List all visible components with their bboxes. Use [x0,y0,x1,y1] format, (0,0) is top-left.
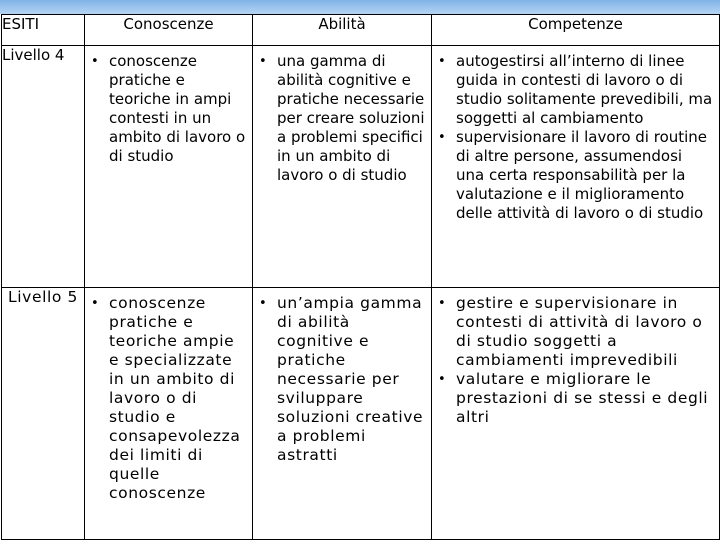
bullet-icon: • [259,296,268,311]
level-label: Livello 4 [2,46,85,288]
table-row-livello-5 [2,288,720,540]
list-item: • un’ampia gamma di abilità cognitive e pratiche necessarie per sviluppare soluzioni creative a problemi astratti [259,294,424,464]
bullet-icon: • [259,54,267,69]
table-row-livello-4 [2,46,720,288]
bullet-icon: • [438,54,446,69]
bullet-icon: • [438,296,447,311]
eqf-levels-table [1,14,720,540]
bullet-icon: • [91,54,99,69]
abilita-cell [253,46,432,288]
conoscenze-cell [85,46,253,288]
list-item: • una gamma di abilità cognitive e pratiche necessarie per creare soluzioni a problemi specifici in un ambito di lavoro o di studio [259,52,425,184]
list-item: • conoscenze pratiche e teoriche in ampi contesti in un ambito di lavoro o di studio [91,52,246,165]
competenze-cell [432,46,720,288]
list-item: • valutare e migliorare le prestazioni di se stessi e degli altri [438,370,709,426]
bullet-icon: • [438,130,446,145]
bullet-icon: • [91,296,100,311]
competenze-cell [432,288,720,540]
header-abilita: Abilità [253,15,432,46]
conoscenze-cell [85,288,253,540]
list-item: • autogestirsi all’interno di linee guida in contesti di lavoro o di studio solitamente prevedibili, ma soggetti al cambiamento [438,52,713,127]
list-item: • gestire e supervisionare in contesti di attività di lavoro o di studio soggetti a cambiamenti imprevedibili [438,294,703,369]
header-row [2,15,720,46]
bullet-icon: • [438,372,447,387]
header-competenze: Competenze [432,15,720,46]
list-item: • supervisionare il lavoro di routine di altre persone, assumendosi una certa responsabilità per la valutazione e il miglioramento delle attività di lavoro o di studio [438,128,708,222]
header-esiti: ESITI [2,15,85,46]
top-accent-band [0,0,720,14]
abilita-cell [253,288,432,540]
level-label: Livello 5 [2,288,85,540]
list-item: • conoscenze pratiche e teoriche ampie e specializzate in un ambito di lavoro o di studio e consapevolezza dei limiti di quelle conoscenze [91,294,241,502]
header-conoscenze: Conoscenze [85,15,253,46]
